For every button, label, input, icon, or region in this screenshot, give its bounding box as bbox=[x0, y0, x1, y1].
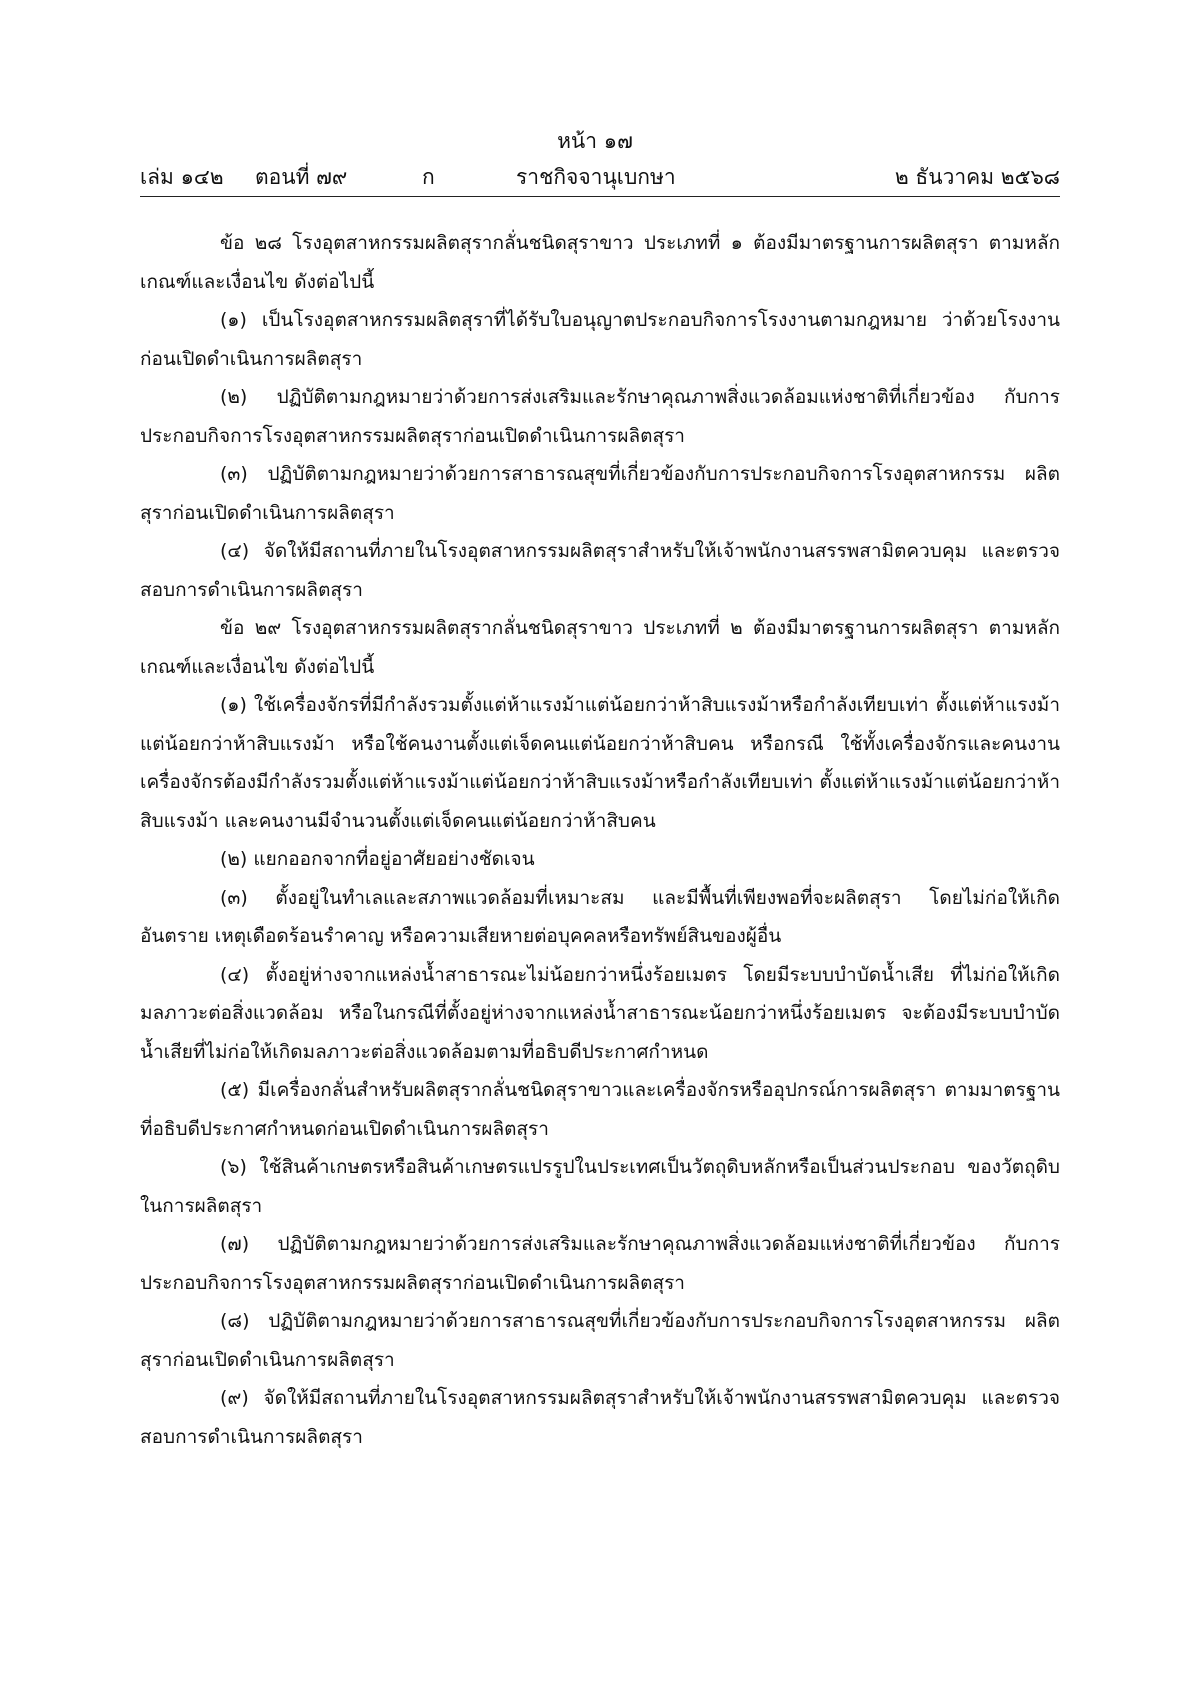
page-number: หน้า ๑๗ bbox=[557, 129, 633, 153]
clause-29-item-2: (๒) แยกออกจากที่อยู่อาศัยอย่างชัดเจน bbox=[220, 848, 535, 870]
clause-29-item-5: (๕) มีเครื่องกลั่นสำหรับผลิตสุรากลั่นชนิดสุราขาวและเครื่องจักรหรืออุปกรณ์การผลิตสุรา ตามมาตรฐานที่อธิบดีประกาศกำหนดก่อนเปิดดำเนินการผลิตสุรา bbox=[140, 1079, 1060, 1140]
clause-29-item-4: (๔) ตั้งอยู่ห่างจากแหล่งน้ำสาธารณะไม่น้อยกว่าหนึ่งร้อยเมตร โดยมีระบบบำบัดน้ำเสีย ที่ไม่ก่อให้เกิดมลภาวะต่อสิ่งแวดล้อม หรือในกรณีที่ตั้งอยู่ห่างจากแหล่งน้ำสาธารณะน้อยกว่าหนึ่งร้อยเมตร จะต้องมีระบบบำบัดน้ำเสียที่ไม่ก่อให้เกิดมลภาวะต่อสิ่งแวดล้อมตามที่อธิบดีประกาศกำหนด bbox=[140, 963, 1060, 1063]
clause-29-item-6: (๖) ใช้สินค้าเกษตรหรือสินค้าเกษตรแปรรูปในประเทศเป็นวัตถุดิบหลักหรือเป็นส่วนประกอบ ของวัตถุดิบในการผลิตสุรา bbox=[140, 1156, 1060, 1217]
clause-28-item-4: (๔) จัดให้มีสถานที่ภายในโรงอุตสาหกรรมผลิตสุราสำหรับให้เจ้าพนักงานสรรพสามิตควบคุม และตรวจสอบการดำเนินการผลิตสุรา bbox=[140, 540, 1060, 601]
clause-29-intro: ข้อ ๒๙ โรงอุตสาหกรรมผลิตสุรากลั่นชนิดสุราขาว ประเภทที่ ๒ ต้องมีมาตรฐานการผลิตสุรา ตามหลักเกณฑ์และเงื่อนไข ดังต่อไปนี้ bbox=[140, 617, 1060, 678]
clause-29-item-1: (๑) ใช้เครื่องจักรที่มีกำลังรวมตั้งแต่ห้าแรงม้าแต่น้อยกว่าห้าสิบแรงม้าหรือกำลังเทียบเท่า ตั้งแต่ห้าแรงม้าแต่น้อยกว่าห้าสิบแรงม้า หรือใช้คนงานตั้งแต่เจ็ดคนแต่น้อยกว่าห้าสิบคน หรือกรณี ใช้ทั้งเครื่องจักรและคนงาน เครื่องจักรต้องมีกำลังรวมตั้งแต่ห้าแรงม้าแต่น้อยกว่าห้าสิบแรงม้าหรือกำลังเทียบเท่า ตั้งแต่ห้าแรงม้าแต่น้อยกว่าห้าสิบแรงม้า และคนงานมีจำนวนตั้งแต่เจ็ดคนแต่น้อยกว่าห้าสิบคน bbox=[140, 694, 1060, 832]
clause-29-item-3: (๓) ตั้งอยู่ในทำเลและสภาพแวดล้อมที่เหมาะสม และมีพื้นที่เพียงพอที่จะผลิตสุรา โดยไม่ก่อให้เกิดอันตราย เหตุเดือดร้อนรำคาญ หรือความเสียหายต่อบุคคลหรือทรัพย์สินของผู้อื่น bbox=[140, 886, 1060, 947]
clause-28-item-2: (๒) ปฏิบัติตามกฎหมายว่าด้วยการส่งเสริมและรักษาคุณภาพสิ่งแวดล้อมแห่งชาติที่เกี่ยวข้อง กับการประกอบกิจการโรงอุตสาหกรรมผลิตสุราก่อนเปิดดำเนินการผลิตสุรา bbox=[140, 386, 1060, 447]
clause-28-item-1: (๑) เป็นโรงอุตสาหกรรมผลิตสุราที่ได้รับใบอนุญาตประกอบกิจการโรงงานตามกฎหมาย ว่าด้วยโรงงานก่อนเปิดดำเนินการผลิตสุรา bbox=[140, 309, 1060, 370]
running-header bbox=[140, 160, 1060, 194]
publication-date: ๒ ธันวาคม ๒๕๖๘ bbox=[894, 165, 1060, 189]
clause-28-item-3: (๓) ปฏิบัติตามกฎหมายว่าด้วยการสาธารณสุขที่เกี่ยวข้องกับการประกอบกิจการโรงอุตสาหกรรม ผลิตสุราก่อนเปิดดำเนินการผลิตสุรา bbox=[140, 463, 1060, 524]
clause-29-item-7: (๗) ปฏิบัติตามกฎหมายว่าด้วยการส่งเสริมและรักษาคุณภาพสิ่งแวดล้อมแห่งชาติที่เกี่ยวข้อง กับการประกอบกิจการโรงอุตสาหกรรมผลิตสุราก่อนเปิดดำเนินการผลิตสุรา bbox=[140, 1233, 1060, 1294]
clause-29-item-9: (๙) จัดให้มีสถานที่ภายในโรงอุตสาหกรรมผลิตสุราสำหรับให้เจ้าพนักงานสรรพสามิตควบคุม และตรวจสอบการดำเนินการผลิตสุรา bbox=[140, 1387, 1060, 1448]
section-letter: ก bbox=[422, 165, 435, 189]
document-body bbox=[140, 224, 1060, 1456]
volume-number: เล่ม ๑๔๒ bbox=[140, 165, 224, 189]
issue-number: ตอนที่ ๗๙ bbox=[255, 165, 348, 189]
header-rule bbox=[140, 196, 1060, 197]
clause-28-intro: ข้อ ๒๘ โรงอุตสาหกรรมผลิตสุรากลั่นชนิดสุราขาว ประเภทที่ ๑ ต้องมีมาตรฐานการผลิตสุรา ตามหลักเกณฑ์และเงื่อนไข ดังต่อไปนี้ bbox=[140, 232, 1060, 293]
gazette-name: ราชกิจจานุเบกษา bbox=[516, 165, 676, 189]
clause-29-item-8: (๘) ปฏิบัติตามกฎหมายว่าด้วยการสาธารณสุขที่เกี่ยวข้องกับการประกอบกิจการโรงอุตสาหกรรม ผลิตสุราก่อนเปิดดำเนินการผลิตสุรา bbox=[140, 1310, 1060, 1371]
